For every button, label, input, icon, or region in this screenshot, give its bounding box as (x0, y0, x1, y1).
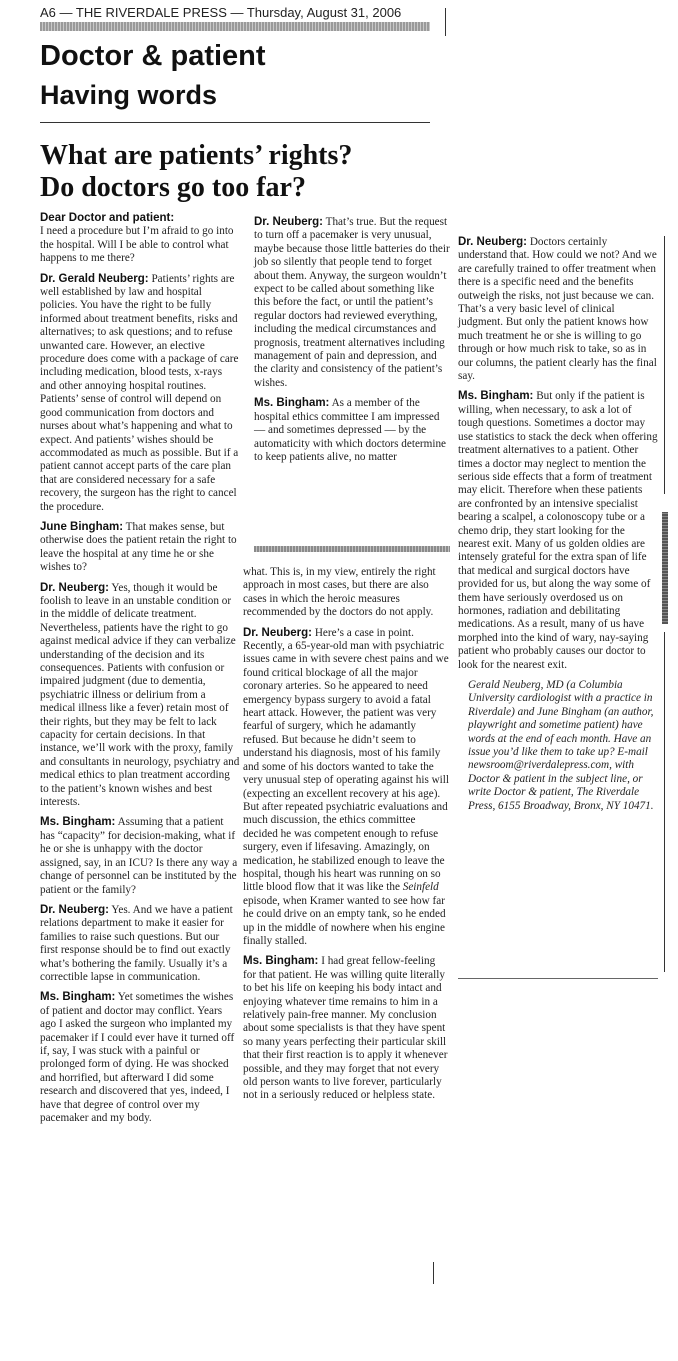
paragraph (458, 236, 658, 383)
paragraph (40, 991, 240, 1125)
paragraph (40, 816, 240, 896)
article-column-2-lower (243, 566, 450, 1110)
paragraph (40, 212, 240, 266)
paragraph-text: Yes. And we have a patient relations department to make it easier for families to raise such questions. But our first response should be to find out exactly what’s bothering the family. Usually it’s a correctible lapse in communication. (40, 903, 233, 983)
speaker-label: Dear Doctor and patient: (40, 212, 175, 224)
column-break-bar (254, 546, 450, 552)
column-kicker: Doctor & patient (40, 40, 266, 72)
column-subkicker: Having words (40, 80, 218, 110)
paragraph-text: Here’s a case in point. Recently, a 65-year-old man with psychiatric issues came in with severe chest pains and we found critical blockage of all the major coronary arteries. So he appeared to need emergency bypass surgery to avoid a fatal heart attack. However, the patient was very fearful of surgery, which he adamantly refused. But because he didn’t seem to understand his diagnosis, most of his family and some of his doctors wanted to take the very unusual step of operating against his will (expecting an excellent recovery at his age). But after repeated psychiatric evaluations and much discussion, the ethics committee decided he was competent enough to refuse surgery, even if lifesaving. Amazingly, on medication, he stabilized enough to leave the hospital, though his heart was running on so little blood flow that it was like the (243, 626, 449, 894)
speaker-label: Ms. Bingham: (40, 816, 116, 829)
margin-line (664, 632, 665, 972)
paragraph (243, 955, 450, 1102)
article-column-1 (40, 212, 240, 1132)
speaker-label: Ms. Bingham: (254, 397, 330, 410)
margin-gray-bar (662, 512, 668, 624)
speaker-label: Ms. Bingham: (458, 390, 534, 403)
paragraph (40, 904, 240, 984)
paragraph (254, 397, 450, 464)
speaker-label: Dr. Gerald Neuberg: (40, 272, 149, 285)
speaker-label: Dr. Neuberg: (40, 581, 110, 594)
speaker-label: Dr. Neuberg: (40, 903, 110, 916)
paragraph (243, 627, 450, 949)
paragraph-text: That makes sense, but otherwise does the patient retain the right to leave the hospital at any time he or she wishes to? (40, 520, 237, 574)
speaker-label: Dr. Neuberg: (458, 236, 528, 248)
paragraph-text: As a member of the hospital ethics committee I am impressed — and sometimes depressed — by the automaticity with which doctors determine to keep patients alive, no matter (254, 397, 447, 463)
paragraph-text: But only if the patient is willing, when necessary, to ask a lot of tough questions. Sometimes a doctor may use statistics to stack the deck when offering treatment alternatives to a patient. Other times a doctor may neglect to mention the serious side effects that a form of treatment may elicit. Therefore when these patients are confronted by an intensive specialist bearing a scalpel, a colonoscopy tube or a chemo drip, they start looking for the nearest exit. Many of us golden oldies are intensely grateful for the extra span of life that medical and surgical doctors have provided for us, but along the way some of them have seriously overdosed us on hormones, radiation and debilitating medications. As a result, many of us have morphed into the kind of wary, nay-saying patient who probably causes our doctor to look for the nearest exit. (458, 390, 658, 671)
paragraph-text: Assuming that a patient has “capacity” for decision-making, what if he or she is unhappy with the doctor assigned, say, in an ICU? Is there any way a change of personnel can be instituted by the patient or the family? (40, 816, 238, 896)
header-gray-rule (40, 22, 430, 31)
paragraph-text: I need a procedure but I’m afraid to go into the hospital. Will I be able to control what happens to me there? (40, 225, 234, 265)
paragraph (40, 521, 240, 575)
paragraph-text: Yet sometimes the wishes of patient and doctor may conflict. Years ago I asked the surgeon who implanted my pacemaker if I could ever have it turned off if, say, I was stuck with a painful or prolonged form of dying. He was shocked and horrified, but afterward I did some research and discovered that yes, indeed, I have that degree of control over my pacemaker and my body. (40, 991, 235, 1124)
margin-line (433, 1262, 434, 1284)
paragraph-text: what. This is, in my view, entirely the right approach in most cases, but there are also cases in which the heroic measures recommended by the doctors do not apply. (243, 566, 436, 619)
author-credit: Gerald Neuberg, MD (a Columbia University cardiologist with a practice in Riverdale) and June Bingham (an author, playwright and sometime patient) have words at the end of each month. Have an issue you’d like them to take up? E-mail newsroom@riverdalepress.com, with Doctor & patient in the subject line, or write Doctor & patient, The Riverdale Press, 6155 Broadway, Bronx, NY 10471. (468, 679, 654, 812)
page-folio: A6 — THE RIVERDALE PRESS — Thursday, August 31, 2006 (40, 5, 402, 20)
paragraph-text: Doctors certainly understand that. How could we not? And we are carefully trained to offer treatment when there is a specific need and the benefits outweigh the risks, not just because we can. That’s a very basic level of clinical judgment. But only the patient knows how much treatment he or she is willing to go through or how much risk to take, so as in our columns, the patient clearly has the final say. (458, 236, 657, 383)
paragraph-text: Patients’ rights are well established by law and hospital policies. You have the right to be fully informed about treatment benefits, risks and alternatives; to ask questions; and to refuse unwanted care. However, an elective procedure does come with a package of care including medication, blood tests, x-rays and other annoying hospital routines. Patients’ sense of control will depend on good communication from doctors and nurses about what’s happening and what to expect. And patients’ wishes should be accommodated as much as possible. But if a patient cannot accept parts of the care plan that are considered necessary for a safe recovery, the surgeon has the right to cancel the procedure. (40, 272, 239, 513)
paragraph (40, 273, 240, 514)
paragraph-text: That’s true. But the request to turn off a pacemaker is very unusual, maybe because those little batteries do their job so silently that people tend to forget about them. Anyway, the surgeon wouldn’t expect to be called about something like this before the fact, or until the patient’s regular doctors had reviewed everything, including the medical circumstances and prognosis, treatment alternatives including management of pain and depression, and the clarity and consistency of the patient’s wishes. (254, 216, 450, 389)
paragraph (458, 390, 658, 672)
headline-line-2: Do doctors go too far? (40, 172, 306, 203)
headline (40, 140, 600, 204)
credit-rule (458, 978, 658, 979)
margin-line (664, 236, 665, 494)
paragraph (243, 566, 450, 620)
paragraph-text: I had great fellow-feeling for that patient. He was willing quite literally to bet his life on keeping his body intact and enjoying whatever time remains to him in a relatively pain-free manner. My conclusion about some specialists is that they have spent so many years perfecting their particular skill that their first reaction is to apply it whenever possible, and they may forget that not every old person wants to live forever, particularly not in a seriously reduced or helpless state. (243, 955, 448, 1102)
speaker-label: June Bingham: (40, 520, 124, 533)
paragraph-text: Yes, though it would be foolish to leave in an unstable condition or in the middle of delicate treatment. Nevertheless, patients have the right to go against medical advice if they can verbalize understanding of the decision and its consequences. Patients with confusion or impaired judgment (due to dementia, psychiatric illness or delirium from a medical illness like a fever) retain most of their rights, but they may be felt to lack capacity for certain decisions. In that instance, we’ll work with the proxy, family and consultants in neurology, psychiatry and medical ethics to plan treatment according to the patient’s known wishes and best interests. (40, 581, 240, 809)
speaker-label: Dr. Neuberg: (254, 216, 324, 228)
article-column-2-upper (254, 216, 450, 471)
paragraph-text: episode, when Kramer wanted to see how far he could drive on an empty tank, so he ended up in the middle of nowhere when his engine finally stalled. (243, 894, 446, 947)
speaker-label: Ms. Bingham: (40, 991, 116, 1004)
speaker-label: Dr. Neuberg: (243, 626, 313, 639)
speaker-label: Ms. Bingham: (243, 955, 319, 968)
paragraph (40, 582, 240, 810)
margin-line (445, 8, 446, 36)
headline-line-1: What are patients’ rights? (40, 140, 353, 171)
article-column-3 (458, 236, 658, 820)
italic-title: Seinfeld (402, 881, 439, 894)
paragraph (254, 216, 450, 390)
header-divider (40, 122, 430, 123)
